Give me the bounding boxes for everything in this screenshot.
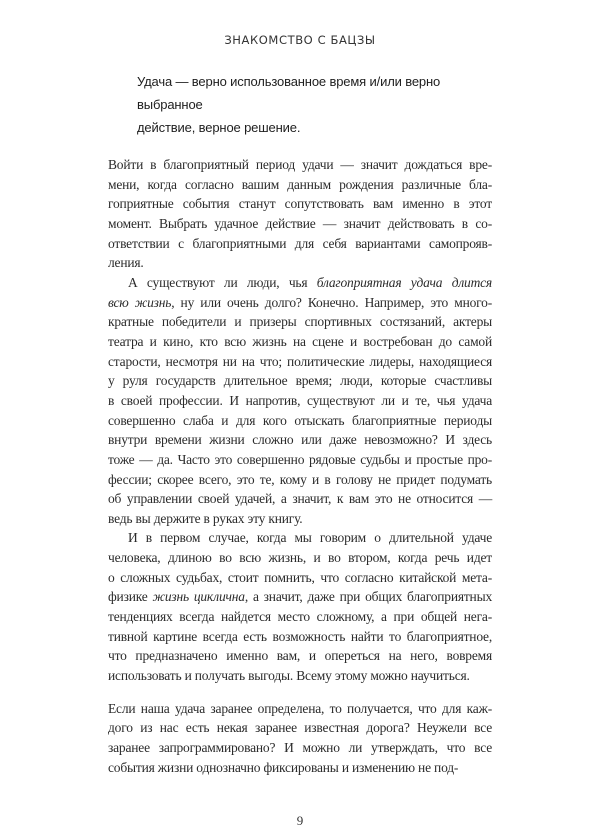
text-segment: использовать и получать выгоды. Всему этому можно научиться. [108,668,470,684]
text-segment: тивной картине всегда есть возможность найти то благоприятное, [108,628,492,644]
text-segment: человека, длиною во всю жизнь, и во втором, когда речь идет [108,550,492,566]
text-line [108,528,492,548]
text-line [108,509,492,529]
text-line [108,293,492,313]
text-segment: совершенно слаба и для кого отыскать благоприятные периоды [108,412,492,428]
text-segment: театра и кино, кто всю жизнь на сцене и востребован до самой [108,333,492,349]
text-line [108,699,492,719]
text-segment: у руля государств длительное время; люди, которые счастливы [108,373,492,389]
text-line [108,430,492,450]
text-line [108,214,492,234]
text-segment: ответствии с благоприятными для себя вариантами самопрояв- [108,235,492,251]
text-segment: что предназначено именно вам, и опереться на него, вовремя [108,648,492,664]
text-segment: Войти в благоприятный период удачи — значит дождаться вре- [108,157,492,172]
text-line [108,273,492,293]
text-segment: гоприятные события станут сопутствовать вам именно в этот [108,196,492,212]
text-line [108,312,492,332]
text-segment: внутри времени жизни сложно или даже невозможно? И здесь [108,432,492,448]
paragraph [108,528,492,685]
text-segment: А существуют ли люди, чья [128,274,317,290]
body-text [108,155,492,777]
text-segment: момент. Выбрать удачное действие — значит действовать в со- [108,215,492,231]
text-segment: , а значит, даже при общих благоприятных [244,589,492,605]
text-line [108,175,492,195]
text-line [108,607,492,627]
text-segment: ведь вы держите в руках эту книгу. [108,510,303,526]
text-segment: об управлении своей удачей, а значит, к вам это не относится — [108,491,492,507]
text-segment: тоже — да. Часто это совершенно рядовые судьбы и простые про- [108,451,492,467]
text-segment: заранее запрограммировано? И можно ли утверждать, что все [108,740,492,756]
text-line [108,568,492,588]
text-line [108,332,492,352]
text-segment: дого из нас есть некая заранее известная дорога? Неужели все [108,720,492,736]
text-line [108,738,492,758]
text-segment: фессии; скорее всего, это те, кому и в голову не придет подумать [108,471,492,487]
text-line [108,646,492,666]
quote-line: Удача — верно использованное время и/или верно выбранное [137,74,441,112]
italic-text: жизнь циклична [152,589,245,605]
italic-text: всю жизнь [108,294,172,310]
text-line [108,470,492,490]
text-line [108,352,492,372]
text-segment: старости, несмотря ни на что; политические лидеры, находящиеся [108,353,492,369]
text-line [108,234,492,254]
text-line [108,371,492,391]
text-line [108,587,492,607]
text-segment: , ну или очень долго? Конечно. Например, это много- [171,294,492,310]
text-line [108,758,492,778]
paragraph [108,273,492,529]
text-segment: ления. [108,255,144,271]
running-head: ЗНАКОМСТВО С БАЦЗЫ [224,33,376,47]
text-line [108,718,492,738]
text-line [108,548,492,568]
text-line [108,155,492,175]
text-segment: кратные победители и призеры спортивных состязаний, актеры [108,314,492,330]
paragraph [108,155,492,273]
text-line [108,194,492,214]
text-segment: физике [108,589,153,605]
text-line [108,391,492,411]
text-segment: в своей профессии. И напротив, существуют ли и те, чья удача [108,392,492,408]
paragraph [108,699,492,778]
text-segment: тенденциях всегда найдется место сложному, а при общей нега- [108,609,492,625]
text-line [108,253,492,273]
text-line [108,666,492,686]
text-segment: события жизни однозначно фиксированы и изменению не под- [108,759,459,775]
text-segment: мени, когда согласно вашим данным рождения различные бла- [108,176,492,192]
quote-line: действие, верное решение. [137,120,301,135]
text-line [108,411,492,431]
text-line [108,489,492,509]
italic-text: благоприятная удача длится [316,274,492,290]
epigraph-quote [137,70,492,139]
text-segment: И в первом случае, когда мы говорим о длительной удаче [128,530,492,546]
text-line [108,627,492,647]
text-line [108,450,492,470]
text-segment: о сложных судьбах, стоит помнить, что согласно китайской мета- [108,569,492,585]
page-number: 9 [296,813,304,829]
text-segment: Если наша удача заранее определена, то получается, что для каж- [108,700,492,716]
